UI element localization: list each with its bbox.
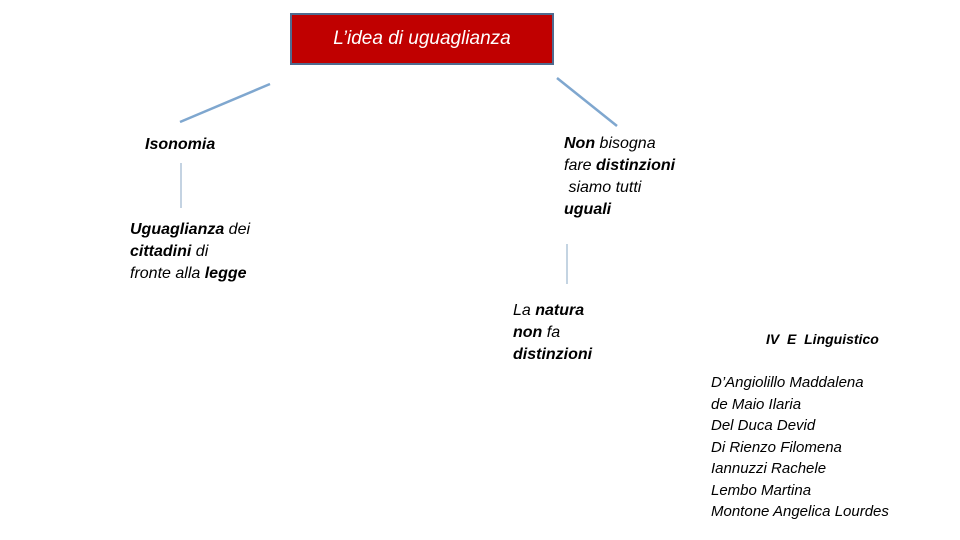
non-fa-bold-word: non xyxy=(513,324,543,341)
distinzioni-word-2: distinzioni xyxy=(513,346,593,363)
connector-title-to-non-bisogna xyxy=(557,78,617,126)
connector-title-to-isonomia xyxy=(180,84,270,122)
title-text: L’idea di uguaglianza xyxy=(333,28,511,49)
fare-word: fare xyxy=(564,157,597,174)
uguaglianza-word: Uguaglianza xyxy=(130,221,225,238)
non-word: Non xyxy=(564,135,596,152)
student-name: de Maio Ilaria xyxy=(711,395,802,413)
natura-node xyxy=(513,300,592,366)
student-name: Iannuzzi Rachele xyxy=(711,460,827,477)
class-label: IV E Linguistico xyxy=(766,331,879,347)
student-name: Montone Angelica Lourdes xyxy=(711,503,889,520)
student-name: Del Duca Devid xyxy=(711,417,816,434)
bisogna-word: bisogna xyxy=(595,135,656,152)
uguali-word: uguali xyxy=(564,201,612,218)
student-list xyxy=(711,372,889,523)
isonomia-label: Isonomia xyxy=(145,136,216,153)
student-name: Di Rienzo Filomena xyxy=(711,438,842,456)
fa-word: fa xyxy=(542,324,561,341)
title-box xyxy=(290,13,554,65)
cittadini-word: cittadini xyxy=(130,243,192,260)
distinzioni-word: distinzioni xyxy=(596,157,676,174)
di-word: di xyxy=(191,243,209,260)
natura-word: natura xyxy=(535,302,585,319)
student-name: D’Angiolillo Maddalena xyxy=(711,374,864,391)
uguaglianza-node xyxy=(130,219,250,285)
non-bisogna-node xyxy=(564,133,675,221)
legge-word: legge xyxy=(204,265,247,282)
dei-word: dei xyxy=(224,221,251,238)
siamo-tutti-text: siamo tutti xyxy=(564,179,642,196)
fronte-alla-text: fronte alla xyxy=(130,265,205,282)
la-word: La xyxy=(513,302,536,319)
student-name: Lembo Martina xyxy=(711,481,812,499)
